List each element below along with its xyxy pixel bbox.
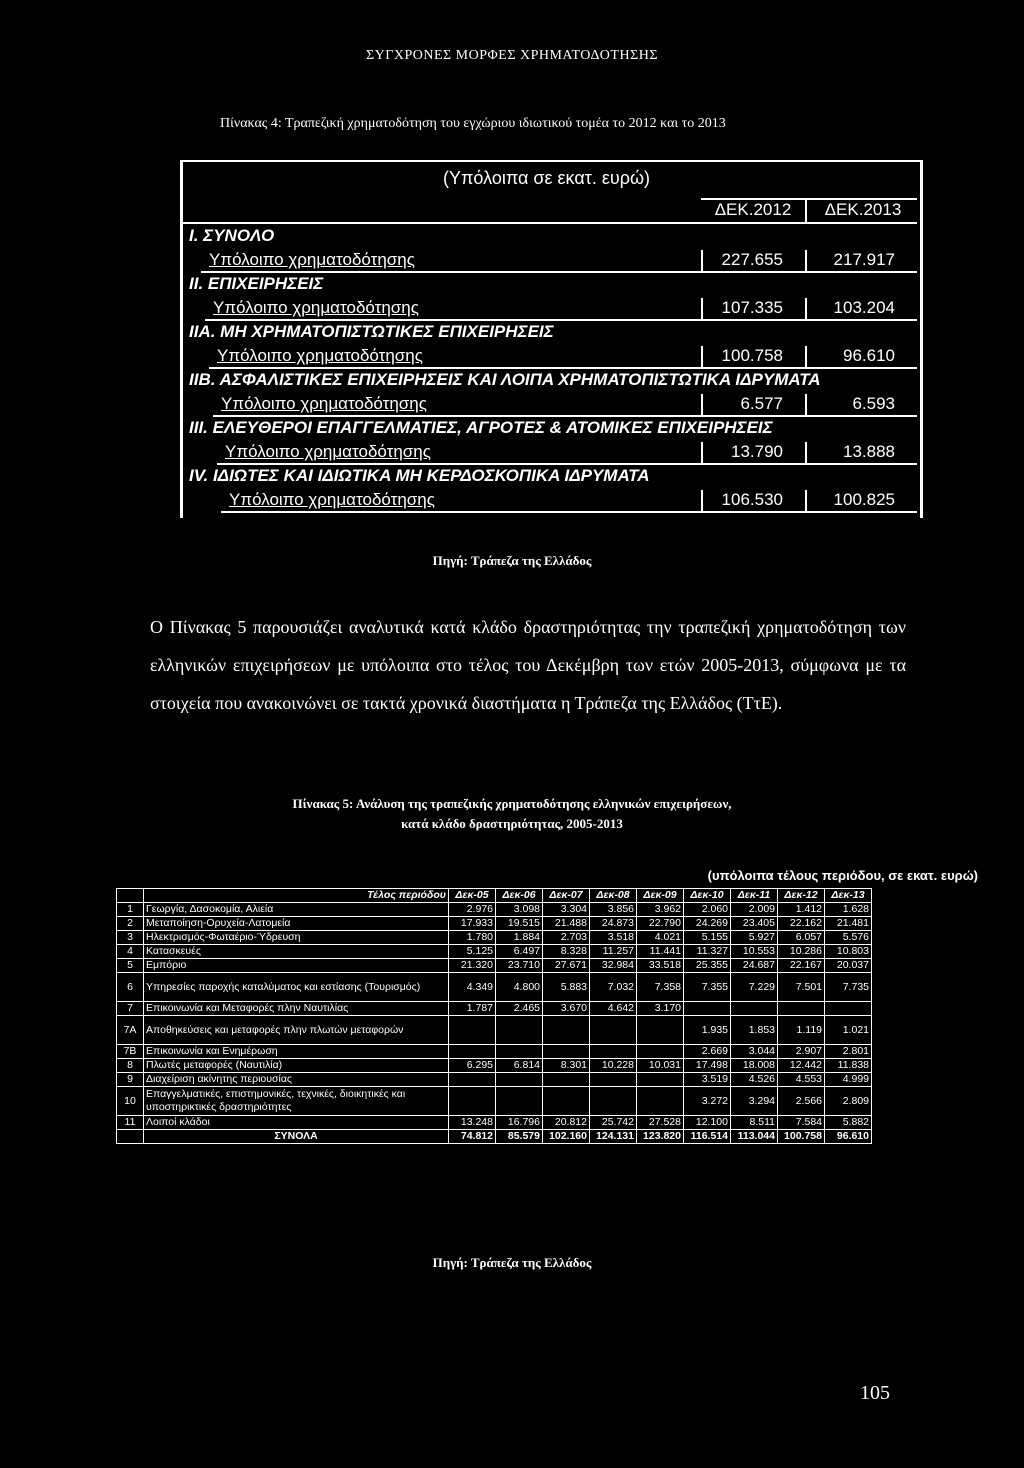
table5-total-cell: 85.579 xyxy=(496,1130,543,1144)
table4-row-rule xyxy=(213,415,917,417)
table5-cell: 4.349 xyxy=(449,973,496,1002)
table5-cell: 25.742 xyxy=(590,1116,637,1130)
table5-cell: 3.518 xyxy=(590,931,637,945)
table4-row-label: Υπόλοιπο χρηματοδότησης xyxy=(217,346,423,365)
table5-row-name: Λοιποί κλάδοι xyxy=(144,1116,449,1130)
table4-row-label: Υπόλοιπο χρηματοδότησης xyxy=(213,298,419,317)
table5-total-cell: 123.820 xyxy=(637,1130,684,1144)
table5-cell: 2.009 xyxy=(731,903,778,917)
table5-total-cell: 102.160 xyxy=(543,1130,590,1144)
table5-row-id: 11 xyxy=(117,1116,144,1130)
table4-value-2013: 100.825 xyxy=(833,490,895,509)
table4-row-label: Υπόλοιπο χρηματοδότησης xyxy=(225,442,431,461)
table5-cell: 1.119 xyxy=(778,1016,825,1045)
table5-cell: 23.405 xyxy=(731,917,778,931)
table5-cell: 3.670 xyxy=(543,1002,590,1016)
table5-cell: 21.320 xyxy=(449,959,496,973)
table5-row-name: Αποθηκεύσεις και μεταφορές πλην πλωτών μεταφορών xyxy=(144,1016,449,1045)
table5-cell: 3.294 xyxy=(731,1087,778,1116)
page-number: 105 xyxy=(860,1382,890,1404)
table4-value-2013: 13.888 xyxy=(843,442,895,461)
table5-row-name: Επικοινωνία και Μεταφορές πλην Ναυτιλίας xyxy=(144,1002,449,1016)
table5 xyxy=(108,858,990,1226)
table5-total-cell: 116.514 xyxy=(684,1130,731,1144)
table5-total-id xyxy=(117,1130,144,1144)
table5-row xyxy=(117,917,872,931)
table5-cell xyxy=(496,1045,543,1059)
table5-row-id: 1 xyxy=(117,903,144,917)
table5-row-name: Κατασκευές xyxy=(144,945,449,959)
table5-cell: 5.882 xyxy=(825,1116,872,1130)
table5-cell: 24.687 xyxy=(731,959,778,973)
table5-cell: 7.358 xyxy=(637,973,684,1002)
table5-row-id: 2 xyxy=(117,917,144,931)
table5-column-header: Δεκ-12 xyxy=(778,889,825,903)
table5-cell: 18.008 xyxy=(731,1059,778,1073)
table4-value-2013: 217.917 xyxy=(833,250,895,269)
table5-cell: 7.229 xyxy=(731,973,778,1002)
table5-total-cell: 100.758 xyxy=(778,1130,825,1144)
table5-row xyxy=(117,973,872,1002)
table5-cell: 1.412 xyxy=(778,903,825,917)
table5-row-id: 7Β xyxy=(117,1045,144,1059)
table5-cell: 2.060 xyxy=(684,903,731,917)
table4-value-2012: 6.577 xyxy=(740,394,783,413)
table5-cell: 27.528 xyxy=(637,1116,684,1130)
table5-row-name: Υπηρεσίες παροχής καταλύματος και εστίασης (Τουρισμός) xyxy=(144,973,449,1002)
table5-cell: 20.037 xyxy=(825,959,872,973)
table5-period-label: Τέλος περιόδου xyxy=(144,889,449,903)
table5-cell xyxy=(590,1073,637,1087)
table5-cell: 2.703 xyxy=(543,931,590,945)
table5-cell: 4.021 xyxy=(637,931,684,945)
table5-cell: 7.355 xyxy=(684,973,731,1002)
table4-section-title: ΙΙΒ. ΑΣΦΑΛΙΣΤΙΚΕΣ ΕΠΙΧΕΙΡΗΣΕΙΣ ΚΑΙ ΛΟΙΠΑ ΧΡΗΜΑΤΟΠΙΣΤΩΤΙΚΑ ΙΔΡΥΜΑΤΑ xyxy=(189,370,821,389)
table5-cell xyxy=(449,1045,496,1059)
table5-cell: 27.671 xyxy=(543,959,590,973)
table5-cell xyxy=(637,1016,684,1045)
table4-col-2013: ΔΕΚ.2013 xyxy=(824,200,902,219)
table5-cell: 3.044 xyxy=(731,1045,778,1059)
table5-cell xyxy=(543,1045,590,1059)
table4-source: Πηγή: Τράπεζα της Ελλάδος xyxy=(432,553,592,568)
table4-section-title: ΙΙΑ. ΜΗ ΧΡΗΜΑΤΟΠΙΣΤΩΤΙΚΕΣ ΕΠΙΧΕΙΡΗΣΕΙΣ xyxy=(189,322,554,341)
table5-cell: 6.295 xyxy=(449,1059,496,1073)
table5-cell: 22.790 xyxy=(637,917,684,931)
table4-caption: Πίνακας 4: Τραπεζική χρηματοδότηση του εγχώριου ιδιωτικού τομέα το 2012 και το 2013 xyxy=(220,116,726,131)
table5-cell: 32.984 xyxy=(590,959,637,973)
table5-cell: 13.248 xyxy=(449,1116,496,1130)
table5-cell: 21.488 xyxy=(543,917,590,931)
table5-cell xyxy=(637,1073,684,1087)
table4-value-2012: 107.335 xyxy=(721,298,783,317)
table5-row-name: Ηλεκτρισμός-Φωταέριο-Ύδρευση xyxy=(144,931,449,945)
table5-row xyxy=(117,931,872,945)
table5-column-header: Δεκ-10 xyxy=(684,889,731,903)
table5-cell: 10.286 xyxy=(778,945,825,959)
table5-total-cell: 113.044 xyxy=(731,1130,778,1144)
table5-cell: 2.809 xyxy=(825,1087,872,1116)
table5-row-name: Διαχείριση ακίνητης περιουσίας xyxy=(144,1073,449,1087)
table5-row-id: 8 xyxy=(117,1059,144,1073)
table5-cell: 6.814 xyxy=(496,1059,543,1073)
table5-cell: 2.465 xyxy=(496,1002,543,1016)
table5-cell xyxy=(825,1002,872,1016)
table5-cell xyxy=(778,1002,825,1016)
table5-cell: 4.642 xyxy=(590,1002,637,1016)
table5-cell: 25.355 xyxy=(684,959,731,973)
table5-row-id: 7 xyxy=(117,1002,144,1016)
table5-total-row xyxy=(117,1130,872,1144)
table5-row xyxy=(117,1116,872,1130)
table5-column-header: Δεκ-13 xyxy=(825,889,872,903)
table5-row-id: 9 xyxy=(117,1073,144,1087)
table5-row xyxy=(117,1002,872,1016)
table5-row-name: Γεωργία, Δασοκομία, Αλιεία xyxy=(144,903,449,917)
table5-cell: 11.257 xyxy=(590,945,637,959)
table5-cell: 19.515 xyxy=(496,917,543,931)
table5-cell xyxy=(731,1002,778,1016)
table5-cell: 6.057 xyxy=(778,931,825,945)
table4-value-2012: 13.790 xyxy=(731,442,783,461)
table5-cell: 10.228 xyxy=(590,1059,637,1073)
table5-cell: 2.907 xyxy=(778,1045,825,1059)
table5-cell: 3.098 xyxy=(496,903,543,917)
table4-section-title: ΙΙ. ΕΠΙΧΕΙΡΗΣΕΙΣ xyxy=(189,274,324,293)
table5-row xyxy=(117,959,872,973)
table5-row xyxy=(117,1045,872,1059)
table5-cell: 16.796 xyxy=(496,1116,543,1130)
table5-row-name: Μεταποίηση-Ορυχεία-Λατομεία xyxy=(144,917,449,931)
table5-cell: 22.162 xyxy=(778,917,825,931)
table5-cell xyxy=(449,1073,496,1087)
table5-cell: 5.576 xyxy=(825,931,872,945)
table5-cell xyxy=(684,1002,731,1016)
table5-row-name: Πλωτές μεταφορές (Ναυτιλία) xyxy=(144,1059,449,1073)
table5-cell: 2.976 xyxy=(449,903,496,917)
table5-cell: 3.962 xyxy=(637,903,684,917)
table5-cell: 23.710 xyxy=(496,959,543,973)
table5-cell xyxy=(590,1016,637,1045)
table5-cell: 3.304 xyxy=(543,903,590,917)
body-paragraph: Ο Πίνακας 5 παρουσιάζει αναλυτικά κατά κλάδο δραστηριότητας την τραπεζική χρηματοδότηση των ελληνικών επιχειρήσεων με υπόλοιπα στο τέλος του Δεκέμβρη των ετών 2005-2013, σύμφωνα με τα στοιχεία που ανακοινώνει σε τακτά χρονικά διαστήματα η Τράπεζα της Ελλάδος (ΤτΕ). xyxy=(150,617,906,713)
table5-cell: 3.519 xyxy=(684,1073,731,1087)
table5-row xyxy=(117,1073,872,1087)
table5-cell: 24.269 xyxy=(684,917,731,931)
table4-header-bottom xyxy=(183,222,917,224)
table5-row-id: 3 xyxy=(117,931,144,945)
table5-caption-line2: κατά κλάδο δραστηριότητας, 2005-2013 xyxy=(401,816,623,831)
table4-row-rule xyxy=(205,319,917,321)
table5-cell: 5.883 xyxy=(543,973,590,1002)
table5-cell: 3.170 xyxy=(637,1002,684,1016)
table5-cell: 5.927 xyxy=(731,931,778,945)
table5-row xyxy=(117,945,872,959)
table5-total-label: ΣΥΝΟΛΑ xyxy=(144,1130,449,1144)
table5-cell: 8.511 xyxy=(731,1116,778,1130)
table4-row-rule xyxy=(209,367,917,369)
table5-row-id: 5 xyxy=(117,959,144,973)
table5-cell: 1.935 xyxy=(684,1016,731,1045)
table5-row xyxy=(117,1059,872,1073)
table5-cell: 4.800 xyxy=(496,973,543,1002)
table5-column-header: Δεκ-09 xyxy=(637,889,684,903)
table5-cell: 10.553 xyxy=(731,945,778,959)
table5-cell: 3.272 xyxy=(684,1087,731,1116)
table5-row-name: Εμπόριο xyxy=(144,959,449,973)
table5-cell: 1.787 xyxy=(449,1002,496,1016)
table5-id-header xyxy=(117,889,144,903)
table5-cell xyxy=(637,1045,684,1059)
table5-cell: 1.780 xyxy=(449,931,496,945)
table5-total-cell: 74.812 xyxy=(449,1130,496,1144)
table5-cell: 7.032 xyxy=(590,973,637,1002)
table5-cell: 7.735 xyxy=(825,973,872,1002)
table4-top-border xyxy=(183,160,920,162)
table4-section-title: ΙΙΙ. ΕΛΕΥΘΕΡΟΙ ΕΠΑΓΓΕΛΜΑΤΙΕΣ, ΑΓΡΟΤΕΣ & ΑΤΟΜΙΚΕΣ ΕΠΙΧΕΙΡΗΣΕΙΣ xyxy=(189,418,773,437)
table5-row-id: 10 xyxy=(117,1087,144,1116)
table5-column-header: Δεκ-11 xyxy=(731,889,778,903)
table5-cell: 1.021 xyxy=(825,1016,872,1045)
table4-row-rule xyxy=(201,271,917,273)
table5-column-header: Δεκ-07 xyxy=(543,889,590,903)
table5-cell: 1.884 xyxy=(496,931,543,945)
table4-unit: (Υπόλοιπα σε εκατ. ευρώ) xyxy=(443,168,651,188)
table5-cell: 7.584 xyxy=(778,1116,825,1130)
table5-cell: 4.553 xyxy=(778,1073,825,1087)
table5-cell: 8.301 xyxy=(543,1059,590,1073)
table4-section-title: ΙV. ΙΔΙΩΤΕΣ ΚΑΙ ΙΔΙΩΤΙΚΑ ΜΗ ΚΕΡΔΟΣΚΟΠΙΚΑ ΙΔΡΥΜΑΤΑ xyxy=(189,466,650,485)
table5-cell xyxy=(496,1073,543,1087)
table4 xyxy=(180,160,923,518)
table4-value-2013: 103.204 xyxy=(833,298,895,317)
table5-cell xyxy=(637,1087,684,1116)
table5-column-header: Δεκ-05 xyxy=(449,889,496,903)
table4-row-label: Υπόλοιπο χρηματοδότησης xyxy=(209,250,415,269)
table5-cell xyxy=(449,1016,496,1045)
table5-cell: 11.838 xyxy=(825,1059,872,1073)
table4-row-label: Υπόλοιπο χρηματοδότησης xyxy=(229,490,435,509)
table5-cell xyxy=(496,1016,543,1045)
table5-row-name: Επικοινωνία και Ενημέρωση xyxy=(144,1045,449,1059)
table5-cell: 2.669 xyxy=(684,1045,731,1059)
table5-cell: 5.155 xyxy=(684,931,731,945)
table5-cell: 4.999 xyxy=(825,1073,872,1087)
table5-cell: 20.812 xyxy=(543,1116,590,1130)
table5-grid xyxy=(116,888,872,1144)
table5-unit: (υπόλοιπα τέλους περιόδου, σε εκατ. ευρώ) xyxy=(707,868,978,883)
table4-value-2012: 227.655 xyxy=(721,250,783,269)
table4-row-rule xyxy=(217,463,917,465)
table5-cell: 10.803 xyxy=(825,945,872,959)
page-header: ΣΥΓΧΡΟΝΕΣ ΜΟΡΦΕΣ ΧΡΗΜΑΤΟΔΟΤΗΣΗΣ xyxy=(366,48,658,63)
table5-cell: 17.498 xyxy=(684,1059,731,1073)
table5-cell: 17.933 xyxy=(449,917,496,931)
table4-col-2012: ΔΕΚ.2012 xyxy=(714,200,792,219)
table5-cell xyxy=(543,1087,590,1116)
table5-column-header: Δεκ-06 xyxy=(496,889,543,903)
table5-source: Πηγή: Τράπεζα της Ελλάδος xyxy=(432,1255,592,1270)
table5-cell: 2.566 xyxy=(778,1087,825,1116)
table5-cell: 12.442 xyxy=(778,1059,825,1073)
table5-cell xyxy=(496,1087,543,1116)
table5-cell xyxy=(590,1045,637,1059)
table5-cell xyxy=(449,1087,496,1116)
table5-row xyxy=(117,903,872,917)
table5-cell xyxy=(543,1073,590,1087)
table5-cell: 4.526 xyxy=(731,1073,778,1087)
table5-cell: 2.801 xyxy=(825,1045,872,1059)
table5-row-id: 4 xyxy=(117,945,144,959)
table5-cell: 22.167 xyxy=(778,959,825,973)
table5-cell: 10.031 xyxy=(637,1059,684,1073)
table5-cell: 7.501 xyxy=(778,973,825,1002)
table5-row-id: 7Α xyxy=(117,1016,144,1045)
table5-total-cell: 96.610 xyxy=(825,1130,872,1144)
table4-value-2013: 6.593 xyxy=(852,394,895,413)
table4-row-label: Υπόλοιπο χρηματοδότησης xyxy=(221,394,427,413)
table5-caption-line1: Πίνακας 5: Ανάλυση της τραπεζικής χρηματοδότησης ελληνικών επιχειρήσεων, xyxy=(292,796,732,811)
table5-cell: 5.125 xyxy=(449,945,496,959)
table5-cell: 12.100 xyxy=(684,1116,731,1130)
table5-row-name: Επαγγελματικές, επιστημονικές, τεχνικές, διοικητικές και υποστηρικτικές δραστηριότητες xyxy=(144,1087,449,1116)
table5-cell: 11.441 xyxy=(637,945,684,959)
table5-cell: 21.481 xyxy=(825,917,872,931)
table5-cell: 1.628 xyxy=(825,903,872,917)
table5-row xyxy=(117,1016,872,1045)
table5-cell: 1.853 xyxy=(731,1016,778,1045)
table5-cell: 8.328 xyxy=(543,945,590,959)
table5-cell: 24.873 xyxy=(590,917,637,931)
table4-section-title: Ι. ΣΥΝΟΛΟ xyxy=(189,226,275,245)
table5-cell xyxy=(590,1087,637,1116)
table5-total-cell: 124.131 xyxy=(590,1130,637,1144)
table5-cell: 33.518 xyxy=(637,959,684,973)
table5-cell: 3.856 xyxy=(590,903,637,917)
table5-cell: 11.327 xyxy=(684,945,731,959)
table4-col-divider xyxy=(805,200,807,222)
table5-column-header: Δεκ-08 xyxy=(590,889,637,903)
table5-cell xyxy=(543,1016,590,1045)
table4-value-2012: 100.758 xyxy=(721,346,783,365)
table5-row-id: 6 xyxy=(117,973,144,1002)
table5-cell: 6.497 xyxy=(496,945,543,959)
table4-value-2012: 106.530 xyxy=(721,490,783,509)
table4-row-rule xyxy=(221,511,917,513)
table5-header-row xyxy=(117,889,872,903)
table4-value-2013: 96.610 xyxy=(843,346,895,365)
table5-row xyxy=(117,1087,872,1116)
